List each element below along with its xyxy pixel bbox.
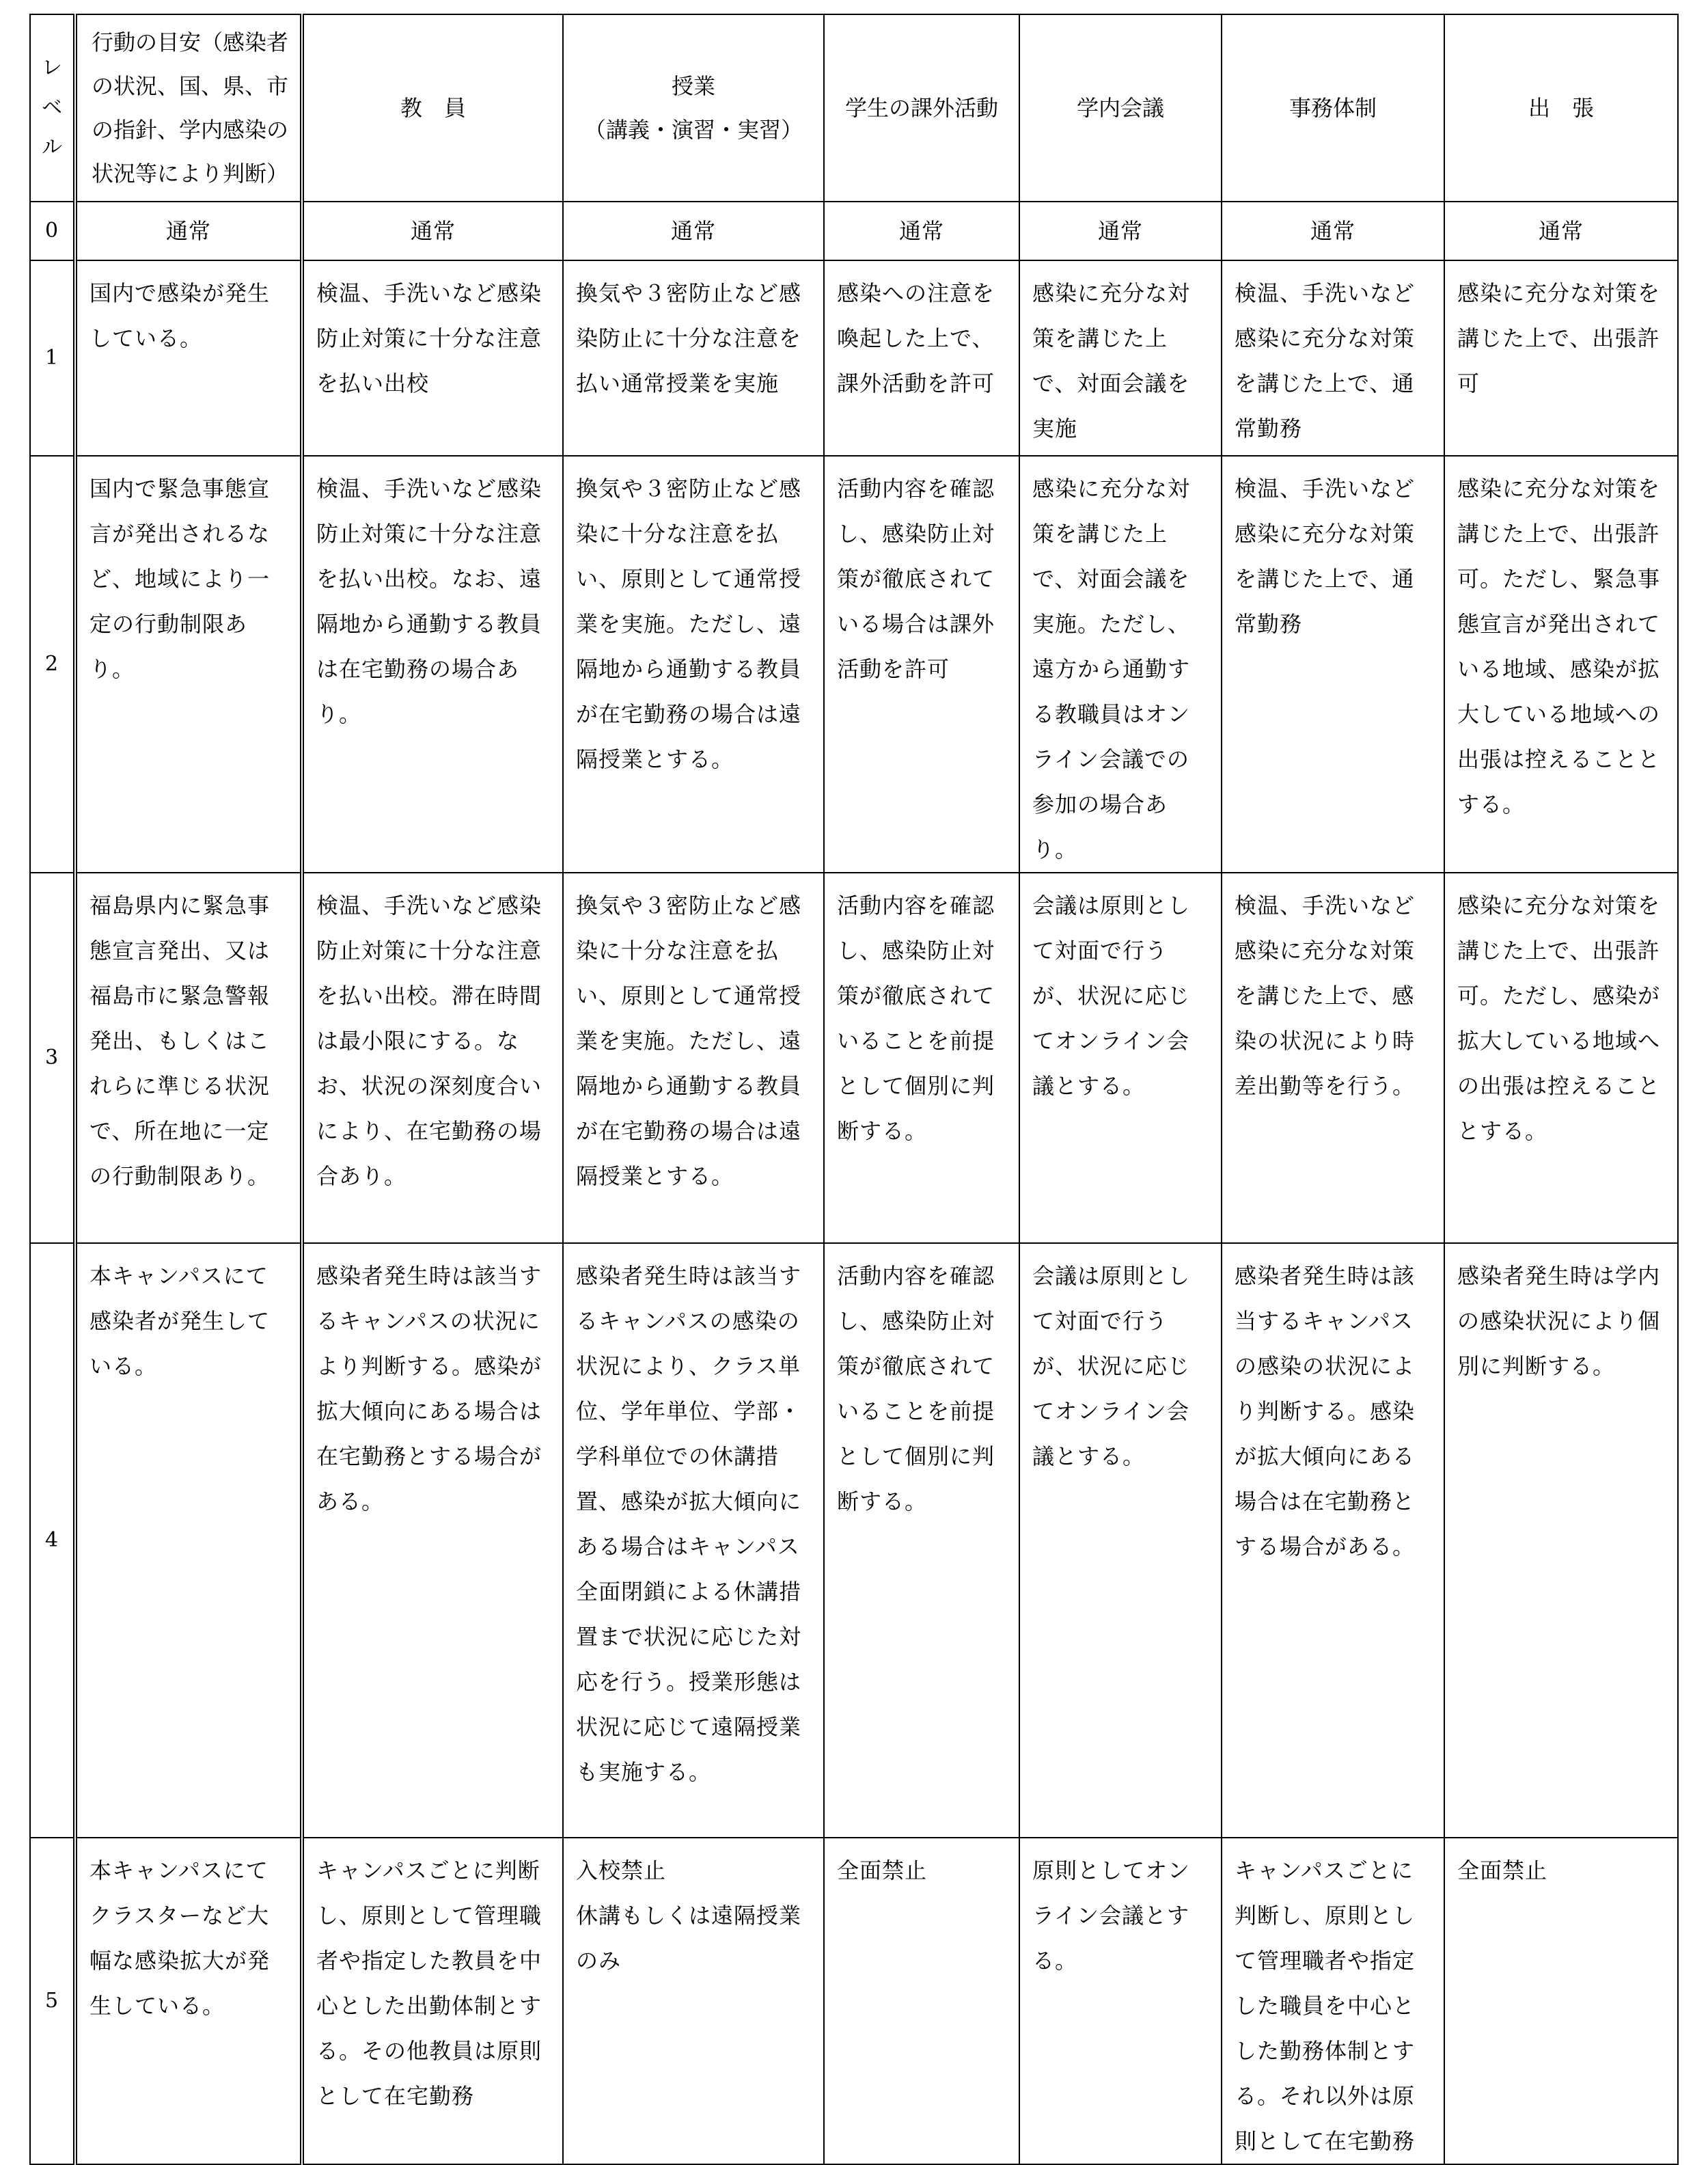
header-office: 事務体制	[1222, 14, 1444, 202]
table-row	[30, 873, 1678, 1243]
classes-cell: 換気や３密防止など感染に十分な注意を払い、原則として通常授業を実施。ただし、遠隔地から通勤する教員が在宅勤務の場合は遠隔授業とする。	[563, 456, 824, 873]
office-cell: キャンパスごとに判断し、原則として管理職者や指定した職員を中心とした勤務体制とする。それ以外は原則として在宅勤務	[1222, 1838, 1444, 2164]
header-classes-line1: 授業	[671, 73, 715, 99]
classes-cell: 換気や３密防止など感染に十分な注意を払い、原則として通常授業を実施。ただし、遠隔地から通勤する教員が在宅勤務の場合は遠隔授業とする。	[563, 873, 824, 1243]
meetings-cell: 感染に充分な対策を講じた上で、対面会議を実施。ただし、遠方から通勤する教職員はオンライン会議での参加の場合あり。	[1019, 456, 1222, 873]
level-cell: 1	[30, 260, 75, 456]
meetings-cell: 会議は原則として対面で行うが、状況に応じてオンライン会議とする。	[1019, 873, 1222, 1243]
header-classes	[563, 14, 824, 202]
header-student-activities: 学生の課外活動	[824, 14, 1019, 202]
table-row	[30, 202, 1678, 260]
classes-cell: 換気や３密防止など感染防止に十分な注意を払い通常授業を実施	[563, 260, 824, 456]
travel-cell: 感染に充分な対策を講じた上で、出張許可。ただし、感染が拡大している地域への出張は控えることとする。	[1444, 873, 1678, 1243]
travel-cell: 通常	[1444, 202, 1678, 260]
header-travel: 出 張	[1444, 14, 1678, 202]
activities-cell: 活動内容を確認し、感染防止対策が徹底されていることを前提として個別に判断する。	[824, 873, 1019, 1243]
classes-line-remote-only: 休講もしくは遠隔授業のみ	[576, 1903, 802, 1974]
meetings-cell: 感染に充分な対策を講じた上で、対面会議を実施	[1019, 260, 1222, 456]
meetings-cell: 会議は原則として対面で行うが、状況に応じてオンライン会議とする。	[1019, 1243, 1222, 1838]
faculty-cell: キャンパスごとに判断し、原則として管理職者や指定した教員を中心とした出勤体制とする。その他教員は原則として在宅勤務	[302, 1838, 563, 2164]
criteria-cell: 通常	[75, 202, 302, 260]
level-cell: 4	[30, 1243, 75, 1838]
criteria-cell: 国内で緊急事態宣言が発出されるなど、地域により一定の行動制限あり。	[75, 456, 302, 873]
criteria-cell: 国内で感染が発生している。	[75, 260, 302, 456]
office-cell: 感染者発生時は該当するキャンパスの感染の状況により判断する。感染が拡大傾向にある場合は在宅勤務とする場合がある。	[1222, 1243, 1444, 1838]
faculty-cell: 感染者発生時は該当するキャンパスの状況により判断する。感染が拡大傾向にある場合は在宅勤務とする場合がある。	[302, 1243, 563, 1838]
level-cell: 5	[30, 1838, 75, 2164]
office-cell: 検温、手洗いなど感染に充分な対策を講じた上で、通常勤務	[1222, 260, 1444, 456]
travel-cell: 感染に充分な対策を講じた上で、出張許可	[1444, 260, 1678, 456]
activities-cell: 活動内容を確認し、感染防止対策が徹底されていることを前提として個別に判断する。	[824, 1243, 1019, 1838]
table-row	[30, 260, 1678, 456]
meetings-cell: 原則としてオンライン会議とする。	[1019, 1838, 1222, 2164]
office-cell: 検温、手洗いなど感染に充分な対策を講じた上で、通常勤務	[1222, 456, 1444, 873]
level-cell: 3	[30, 873, 75, 1243]
table-row	[30, 1243, 1678, 1838]
office-cell: 検温、手洗いなど感染に充分な対策を講じた上で、感染の状況により時差出勤等を行う。	[1222, 873, 1444, 1243]
activities-cell: 感染への注意を喚起した上で、課外活動を許可	[824, 260, 1019, 456]
covid-action-level-table	[29, 14, 1679, 2165]
criteria-cell: 本キャンパスにて感染者が発生している。	[75, 1243, 302, 1838]
activities-cell: 活動内容を確認し、感染防止対策が徹底されている場合は課外活動を許可	[824, 456, 1019, 873]
criteria-cell: 福島県内に緊急事態宣言発出、又は福島市に緊急警報発出、もしくはこれらに準じる状況で、所在地に一定の行動制限あり。	[75, 873, 302, 1243]
level-cell: 0	[30, 202, 75, 260]
table-row	[30, 1838, 1678, 2164]
level-cell: 2	[30, 456, 75, 873]
classes-line-entry-ban: 入校禁止	[576, 1857, 667, 1883]
header-criteria: 行動の目安（感染者の状況、国、県、市の指針、学内感染の状況等により判断）	[75, 14, 302, 202]
faculty-cell: 検温、手洗いなど感染防止対策に十分な注意を払い出校。なお、遠隔地から通勤する教員は在宅勤務の場合あり。	[302, 456, 563, 873]
classes-cell	[563, 1838, 824, 2164]
header-level: レベル	[30, 14, 75, 202]
header-row	[30, 14, 1678, 202]
office-cell: 通常	[1222, 202, 1444, 260]
travel-cell: 感染者発生時は学内の感染状況により個別に判断する。	[1444, 1243, 1678, 1838]
table-row	[30, 456, 1678, 873]
meetings-cell: 通常	[1019, 202, 1222, 260]
faculty-cell: 検温、手洗いなど感染防止対策に十分な注意を払い出校	[302, 260, 563, 456]
faculty-cell: 検温、手洗いなど感染防止対策に十分な注意を払い出校。滞在時間は最小限にする。なお、状況の深刻度合いにより、在宅勤務の場合あり。	[302, 873, 563, 1243]
header-faculty: 教 員	[302, 14, 563, 202]
classes-cell: 感染者発生時は該当するキャンパスの感染の状況により、クラス単位、学年単位、学部・学科単位での休講措置、感染が拡大傾向にある場合はキャンパス全面閉鎖による休講措置まで状況に応じた対応を行う。授業形態は状況に応じて遠隔授業も実施する。	[563, 1243, 824, 1838]
classes-cell: 通常	[563, 202, 824, 260]
criteria-cell: 本キャンパスにてクラスターなど大幅な感染拡大が発生している。	[75, 1838, 302, 2164]
header-classes-line2: （講義・演習・実習）	[583, 117, 803, 143]
travel-cell: 感染に充分な対策を講じた上で、出張許可。ただし、緊急事態宣言が発出されている地域、感染が拡大している地域への出張は控えることとする。	[1444, 456, 1678, 873]
activities-cell: 全面禁止	[824, 1838, 1019, 2164]
header-meetings: 学内会議	[1019, 14, 1222, 202]
travel-cell: 全面禁止	[1444, 1838, 1678, 2164]
faculty-cell: 通常	[302, 202, 563, 260]
activities-cell: 通常	[824, 202, 1019, 260]
